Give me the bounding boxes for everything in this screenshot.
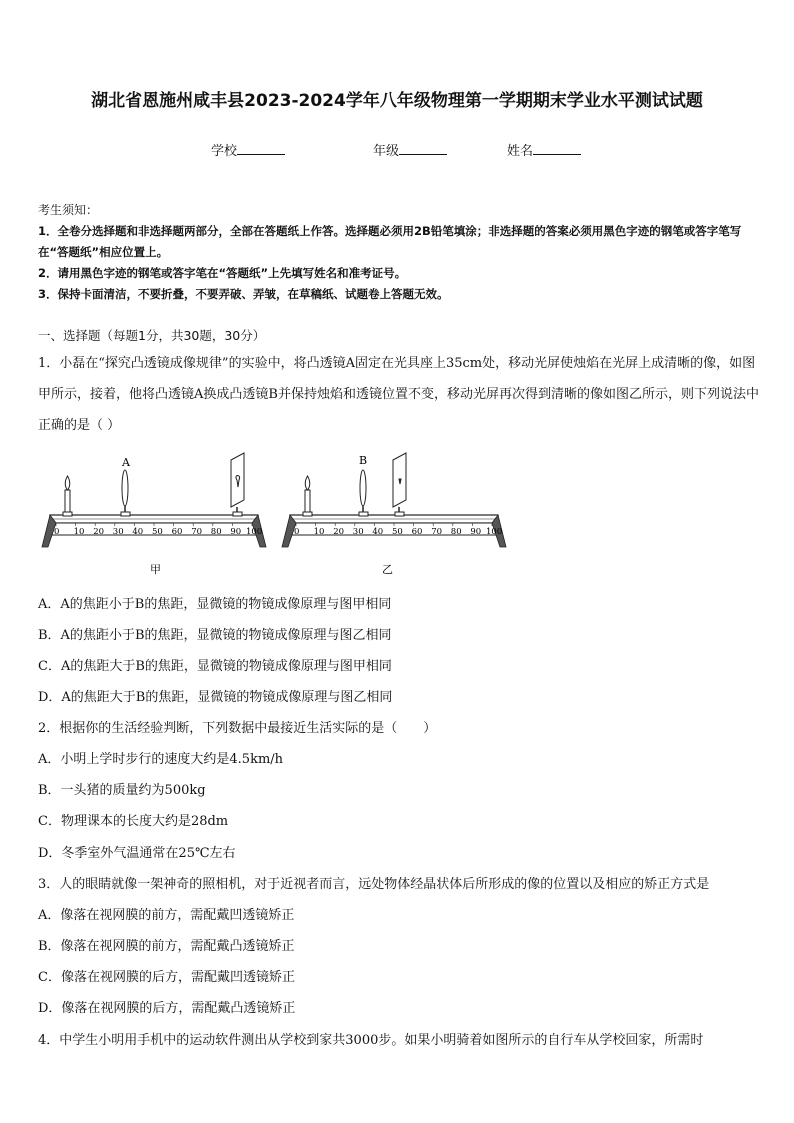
scale-tick-label: 20 [333,527,345,537]
grade-field [373,140,447,159]
scale-tick-label: 50 [392,527,403,537]
grade-blank [399,142,447,155]
scale-tick-label: 90 [230,527,242,537]
q3-option-b: B．像落在视网膜的前方，需配戴凸透镜矫正 [38,939,295,954]
q2-option-d: D．冬季室外气温通常在25℃左右 [38,846,236,861]
optical-bench-figure [38,450,508,585]
caption-yi: 乙 [382,563,393,576]
bench-jia [42,453,266,576]
scale-tick-label: 70 [191,527,203,537]
caption-jia: 甲 [150,563,161,576]
scale-tick-label: 30 [112,527,124,537]
q2-option-c: C．物理课本的长度大约是28dm [38,814,229,829]
notice-item-3: 3．保持卡面清洁，不要折叠，不要弄破、弄皱，在草稿纸、试题卷上答题无效。 [38,287,449,301]
scale-tick-label: 60 [411,527,423,537]
name-label: 姓名 [507,144,534,159]
q3-option-c: C．像落在视网膜的后方，需配戴凹透镜矫正 [38,970,295,985]
q2-option-a: A．小明上学时步行的速度大约是4.5km/h [38,752,284,767]
bench-yi [282,453,506,576]
q1-option-c: C．A的焦距大于B的焦距，显微镜的物镜成像原理与图甲相同 [38,659,392,674]
scale-tick-label: 20 [93,527,105,537]
question-1-stem: 1．小磊在“探究凸透镜成像规律”的实验中，将凸透镜A固定在光具座上35cm处，移动光屏使烛焰在光屏上成清晰的像，如图甲所示，接着，他将凸透镜A换成凸透镜B并保持烛焰和透镜位置不变，移动光屏再次得到清晰的像如图乙所示，则下列说法中正确的是（ ） [38,356,759,433]
lens-a-label: A [122,456,130,469]
school-blank [237,142,285,155]
grade-label: 年级 [373,144,400,159]
section-heading: 一、选择题（每题1分，共30题，30分） [38,328,266,343]
scale-tick-label: 50 [152,527,163,537]
notice-item-1: 1．全卷分选择题和非选择题两部分，全部在答题纸上作答。选择题必须用2B铅笔填涂；非选择题的答案必须用黑色字迹的钢笔或答字笔写在“答题纸”相应位置上。 [38,224,742,259]
scale-tick-label: 30 [352,527,364,537]
notice-item-2: 2．请用黑色字迹的钢笔或答字笔在“答题纸”上先填写姓名和准考证号。 [38,266,407,280]
question-2-stem: 2．根据你的生活经验判断，下列数据中最接近生活实际的是（ ） [38,721,437,736]
q3-option-d: D．像落在视网膜的后方，需配戴凸透镜矫正 [38,1001,296,1016]
scale-tick-label: 0 [294,527,300,537]
q2-option-b: B．一头猪的质量约为500kg [38,783,206,798]
q3-option-a: A．像落在视网膜的前方，需配戴凹透镜矫正 [38,908,295,923]
page-title: 湖北省恩施州咸丰县2023-2024学年八年级物理第一学期期末学业水平测试试题 [91,91,703,111]
question-4-stem: 4．中学生小明用手机中的运动软件测出从学校到家共3000步。如果小明骑着如图所示的自行车从学校回家，所需时 [38,1033,704,1048]
scale-tick-label: 60 [171,527,183,537]
scale-tick-label: 80 [210,527,222,537]
scale-tick-label: 10 [73,527,85,537]
scale-tick-label: 0 [54,527,60,537]
question-3-stem: 3．人的眼睛就像一架神奇的照相机，对于近视者而言，远处物体经晶状体后所形成的像的位置以及相应的矫正方式是 [38,877,710,892]
name-blank [533,142,581,155]
scale-tick-label: 40 [132,527,144,537]
scale-tick-label: 40 [372,527,384,537]
scale-tick-label: 80 [450,527,462,537]
q1-option-d: D．A的焦距大于B的焦距，显微镜的物镜成像原理与图乙相同 [38,690,393,705]
q1-option-a: A．A的焦距小于B的焦距，显微镜的物镜成像原理与图甲相同 [38,597,392,612]
q1-option-b: B．A的焦距小于B的焦距，显微镜的物镜成像原理与图乙相同 [38,628,392,643]
scale-tick-label: 10 [313,527,325,537]
exam-notice [38,200,758,305]
name-field [507,140,581,159]
scale-tick-label: 100 [486,527,503,537]
scale-tick-label: 70 [431,527,443,537]
scale-tick-label: 100 [246,527,263,537]
school-field [211,140,285,159]
notice-heading: 考生须知： [38,203,99,217]
school-label: 学校 [211,144,238,159]
scale-tick-label: 90 [470,527,482,537]
lens-b-label: B [359,454,368,467]
